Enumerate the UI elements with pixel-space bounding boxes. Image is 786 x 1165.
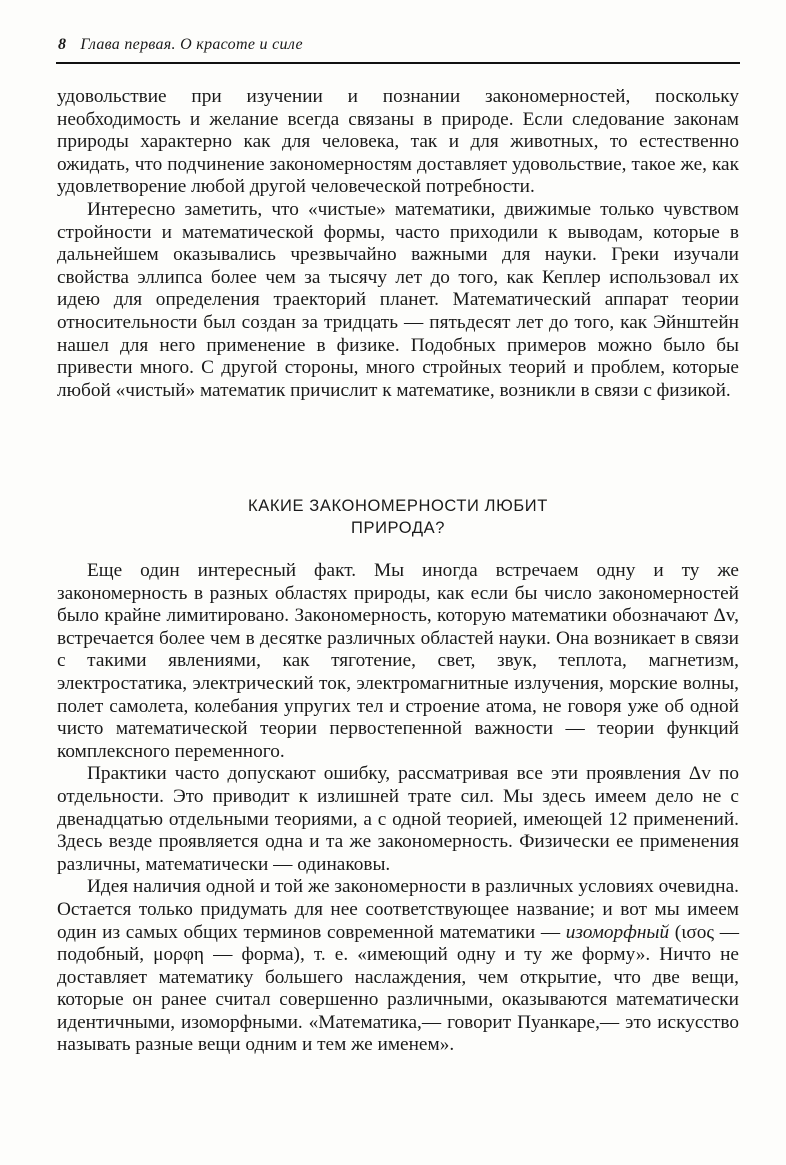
section-heading — [57, 495, 739, 539]
header-rule — [56, 62, 740, 64]
paragraph-text: Идея наличия одной и той же закономерности в различных условиях очевидна. Остается только придумать для нее соответствующее название; и вот мы имеем один из самых общих терминов современной математики — — [57, 876, 739, 943]
paragraph-continuation: удовольствие при изучении и познании закономерностей, поскольку необходимость и желание всегда связаны в природе. Если следование законам природы характерно как для человека, так и для животных, то естественно ожидать, что подчинение закономерностям доставляет удовольствие, такое же, как удовлетворение любой другой человеческой потребности. — [57, 86, 739, 198]
running-header — [58, 36, 738, 60]
paragraph: Интересно заметить, что «чистые» математики, движимые только чувством стройности и математической формы, часто приходили к выводам, которые в дальнейшем оказывались чрезвычайно важными для науки. Греки изучали свойства эллипса более чем за тысячу лет до того, как Кеплер использовал их идею для определения траекторий планет. Математический аппарат теории относительности был создан за тридцать — пятьдесят лет до того, как Эйнштейн нашел для него применение в физике. Подобных примеров можно было бы привести много. С другой стороны, много стройных теорий и проблем, которые любой «чистый» математик причислит к математике, возникли в связи с физикой. — [57, 198, 739, 401]
paragraph: Практики часто допускают ошибку, рассматривая все эти проявления Δv по отдельности. Это приводит к излишней трате сил. Мы здесь имеем дело не с двенадцатью отдельными теориями, а с одной теорией, имеющей 12 применений. Здесь везде проявляется одна и та же закономерность. Физически ее применения различны, математически — одинаковы. — [57, 763, 739, 875]
paragraph — [57, 876, 739, 1057]
text-section-2 — [57, 560, 739, 1057]
text-section-1 — [57, 86, 739, 402]
section-heading-line-1: КАКИЕ ЗАКОНОМЕРНОСТИ ЛЮБИТ — [248, 497, 548, 515]
paragraph-text: (ισος — подобный, μορφη — форма), т. е. «имеющий одну и ту же форму». Ничто не доставляет математику большего наслаждения, чем открытие, что две вещи, которые он ранее считал совершенно различными, оказываются математически идентичными, изоморфными. «Математика,— говорит Пуанкаре,— это искусство называть разные вещи одним и тем же именем». — [57, 921, 739, 1056]
running-title: Глава первая. О красоте и силе — [80, 36, 303, 53]
section-heading-line-2: ПРИРОДА? — [351, 519, 445, 537]
italic-term: изоморфный — [565, 921, 670, 943]
page-number: 8 — [58, 36, 67, 53]
paragraph: Еще один интересный факт. Мы иногда встречаем одну и ту же закономерность в разных областях природы, как если бы число закономерностей было крайне лимитировано. Закономерность, которую математики обозначают Δv, встречается более чем в десятке различных областей науки. Она возникает в связи с такими явлениями, как тяготение, свет, звук, теплота, магнетизм, электростатика, электрический ток, электромагнитные излучения, морские волны, полет самолета, колебания упругих тел и строение атома, не говоря уже об одной чисто математической теории первостепенной важности — теории функций комплексного переменного. — [57, 560, 739, 762]
